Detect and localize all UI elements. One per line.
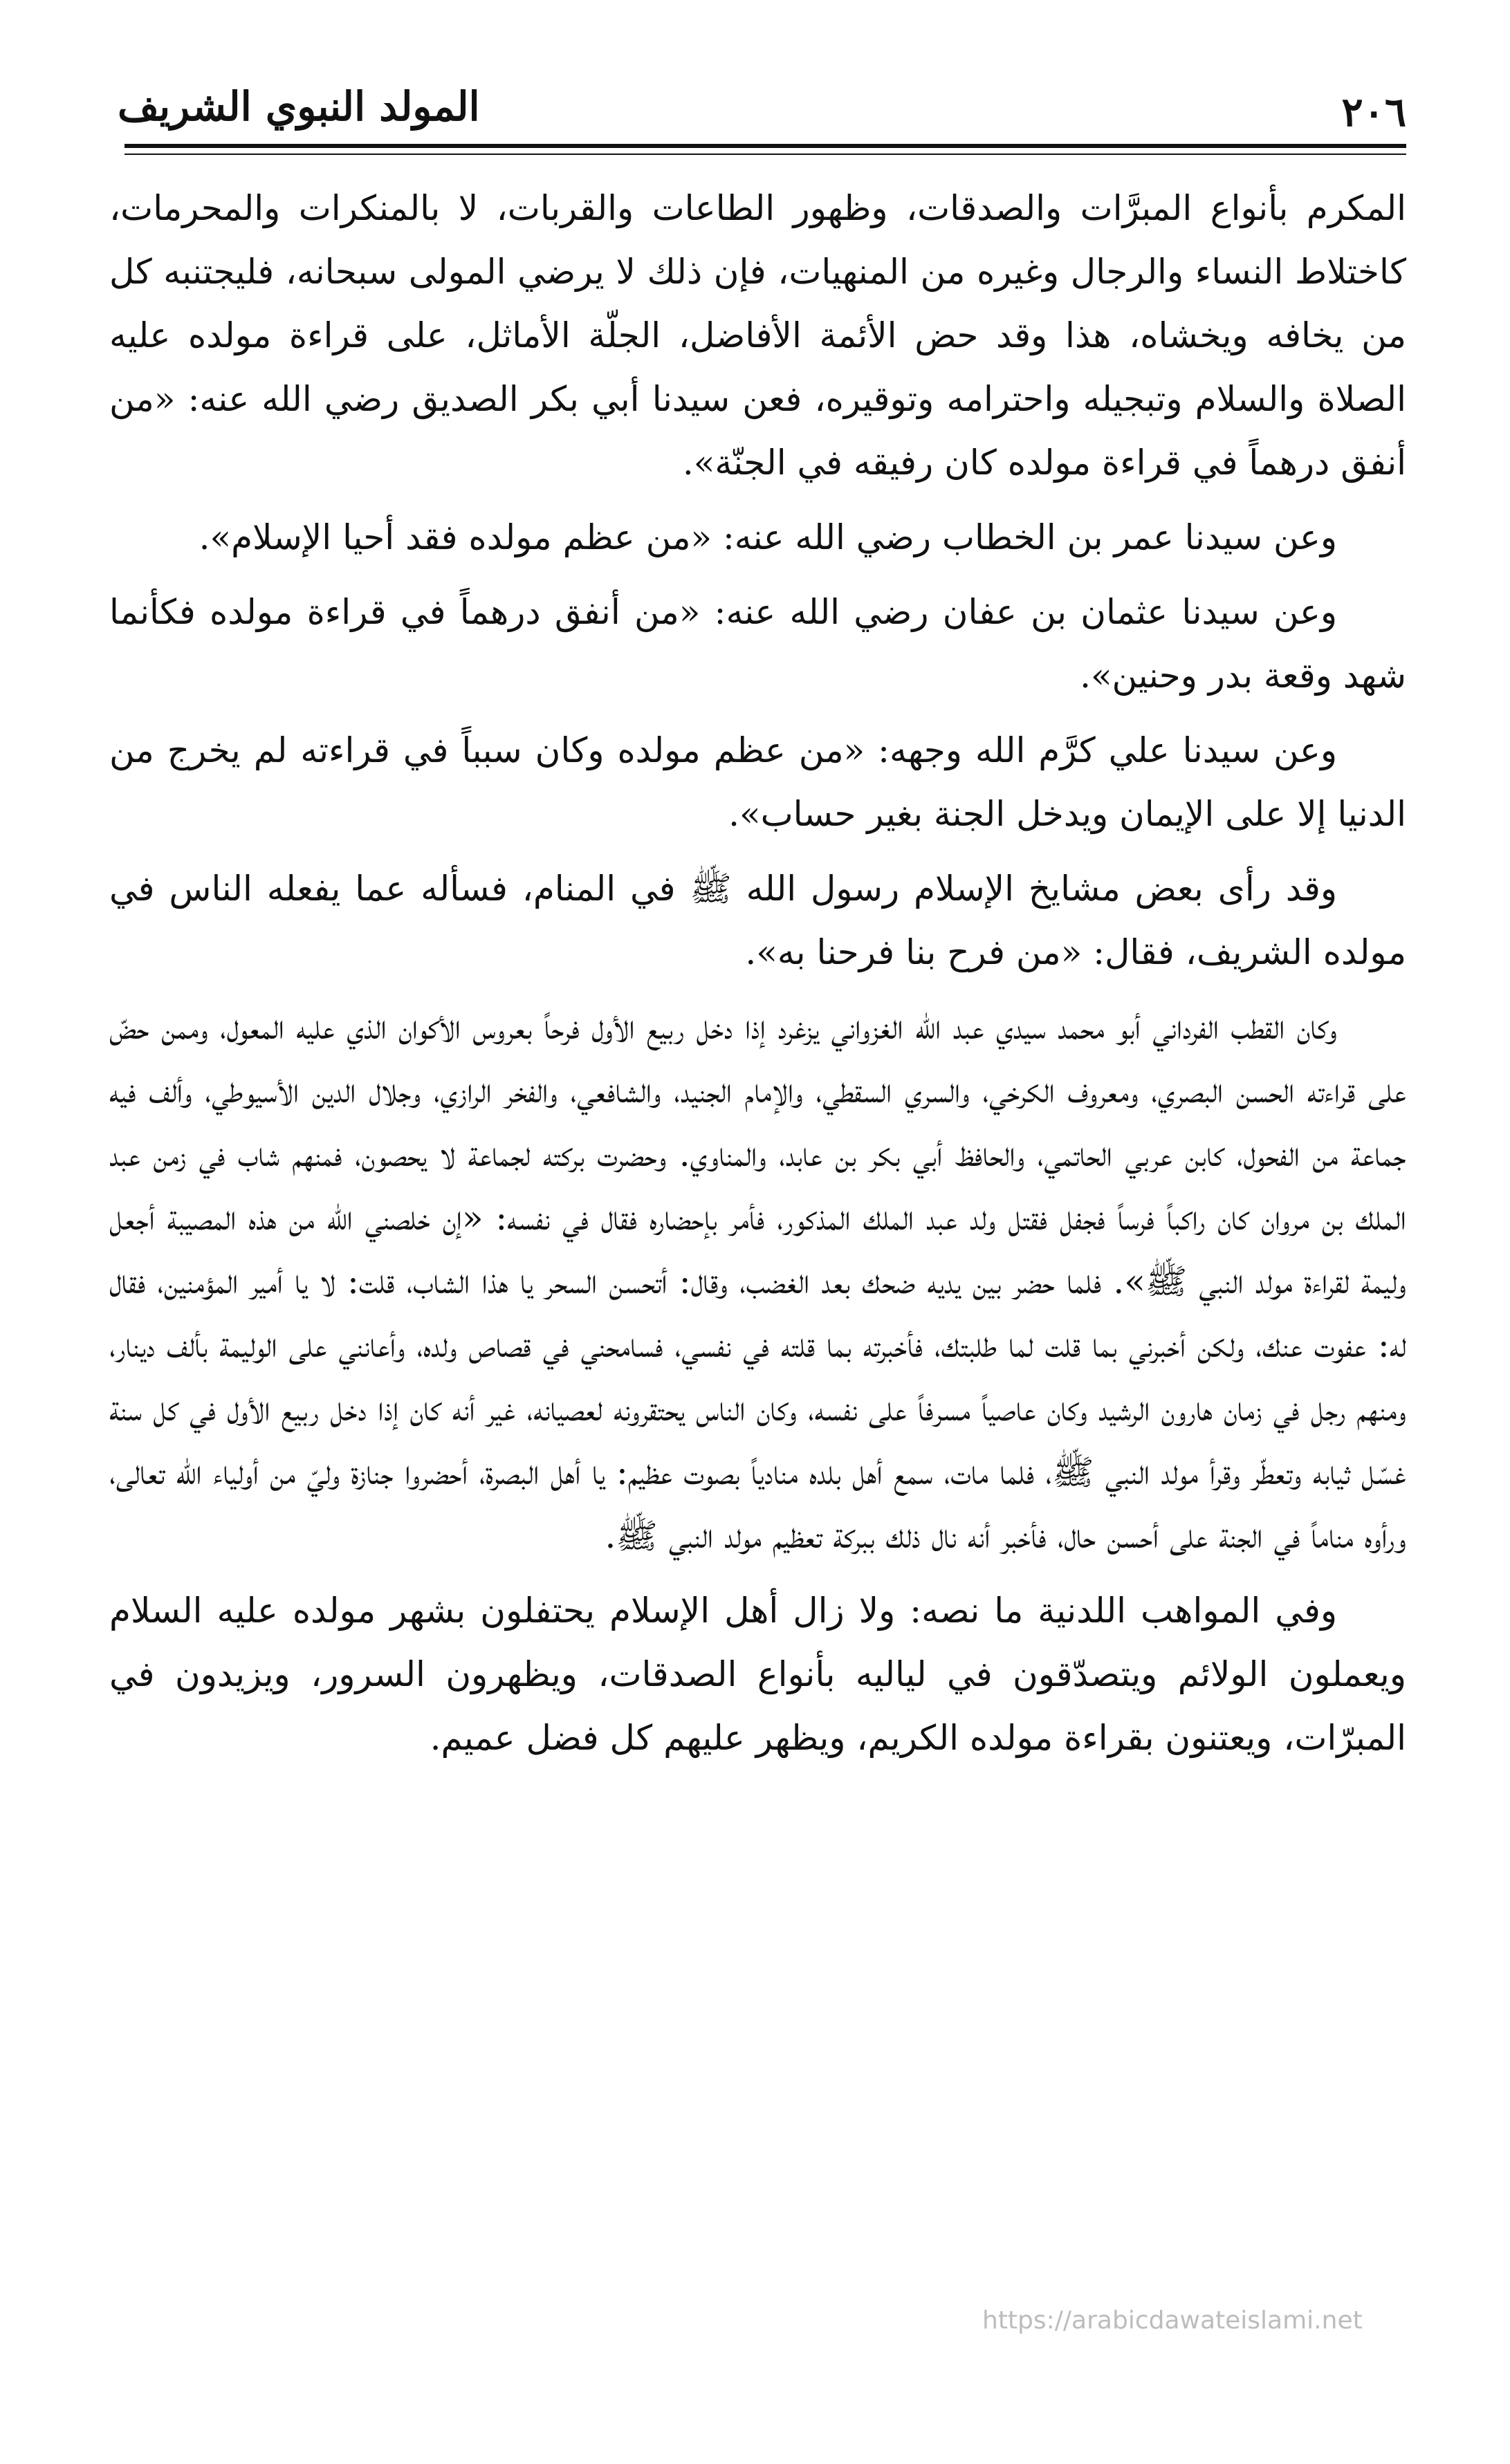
header-rule-thick bbox=[125, 144, 1406, 148]
paragraph-7: وفي المواهب اللدنية ما نصه: ولا زال أهل الإسلام يحتفلون بشهر مولده عليه السلام ويعملون الولائم ويتصدّقون في لياليه بأنواع الصدقات، ويظهرون السرور، ويزيدون في المبرّات، ويعتنون بقراءة مولده الكريم، ويظهر عليهم كل فضل عميم. bbox=[109, 1591, 1406, 1758]
page-header bbox=[118, 83, 1406, 152]
paragraph-3: وعن سيدنا عثمان بن عفان رضي الله عنه: «من أنفق درهماً في قراءة مولده فكأنما شهد وقعة بدر وحنين». bbox=[109, 592, 1406, 696]
paragraph-1: المكرم بأنواع المبرَّات والصدقات، وظهور الطاعات والقربات، لا بالمنكرات والمحرمات، كاختلاط النساء والرجال وغيره من المنهيات، فإن ذلك لا يرضي المولى سبحانه، فليجتنبه كل من يخافه ويخشاه، هذا وقد حض الأئمة الأفاضل، الجلّة الأماثل، على قراءة مولده عليه الصلاة والسلام وتبجيله واحترامه وتوقيره، فعن سيدنا أبي بكر الصديق رضي الله عنه: «من أنفق درهماً في قراءة مولده كان رفيقه في الجنّة». bbox=[109, 188, 1406, 483]
body-text bbox=[109, 176, 1406, 1781]
paragraph-2: وعن سيدنا عمر بن الخطاب رضي الله عنه: «من عظم مولده فقد أحيا الإسلام». bbox=[199, 517, 1337, 557]
page-number: ٢٠٦ bbox=[1341, 89, 1406, 136]
paragraph-5: وقد رأى بعض مشايخ الإسلام رسول الله ﷺ في المنام، فسأله عما يفعله الناس في مولده الشريف، فقال: «من فرح بنا فرحنا به». bbox=[109, 869, 1406, 972]
paragraph-6: وكان القطب الفرداني أبو محمد سيدي عبد الله الغزواني يزغرد إذا دخل ربيع الأول فرحاً بعروس الأكوان الذي عليه المعول، وممن حضّ على قراءته الحسن البصري، ومعروف الكرخي، والسري السقطي، والإمام الجنيد، والشافعي، والفخر الرازي، وجلال الدين الأسيوطي، وألف فيه جماعة من الفحول، كابن عربي الحاتمي، والحافظ أبي بكر بن عابد، والمناوي. وحضرت بركته لجماعة لا يحصون، فمنهم شاب في زمن عبد الملك بن مروان كان راكباً فرساً فجفل فقتل ولد عبد الملك المذكور، فأمر بإحضاره فقال في نفسه: «إن خلصني الله من هذه المصيبة أجعل وليمة لقراءة مولد النبي ﷺ». فلما حضر بين يديه ضحك بعد الغضب، وقال: أتحسن السحر يا هذا الشاب، قلت: لا يا أمير المؤمنين، فقال له: عفوت عنك، ولكن أخبرني بما قلت لما طلبتك، فأخبرته بما قلته في نفسي، فسامحني في قصاص ولده، وأعانني على الوليمة بألف دينار، ومنهم رجل في زمان هارون الرشيد وكان عاصياً مسرفاً على نفسه، وكان الناس يحتقرونه لعصيانه، غير أنه كان إذا دخل ربيع الأول في كل سنة غسّل ثيابه وتعطّر وقرأ مولد النبي ﷺ، فلما مات، سمع أهل بلده منادياً بصوت عظيم: يا أهل البصرة، أحضروا جنازة وليّ من أولياء الله تعالى، ورأوه مناماً في الجنة على أحسن حال، فأخبر أنه نال ذلك ببركة تعظيم مولد النبي ﷺ. bbox=[109, 1007, 1406, 1556]
paragraph-4: وعن سيدنا علي كرَّم الله وجهه: «من عظم مولده وكان سبباً في قراءته لم يخرج من الدنيا إلا على الإيمان ويدخل الجنة بغير حساب». bbox=[109, 730, 1406, 834]
watermark-url: https://arabicdawateislami.net bbox=[982, 2306, 1363, 2335]
running-title: المولد النبوي الشريف bbox=[118, 83, 480, 130]
header-rule-thin bbox=[125, 154, 1406, 155]
